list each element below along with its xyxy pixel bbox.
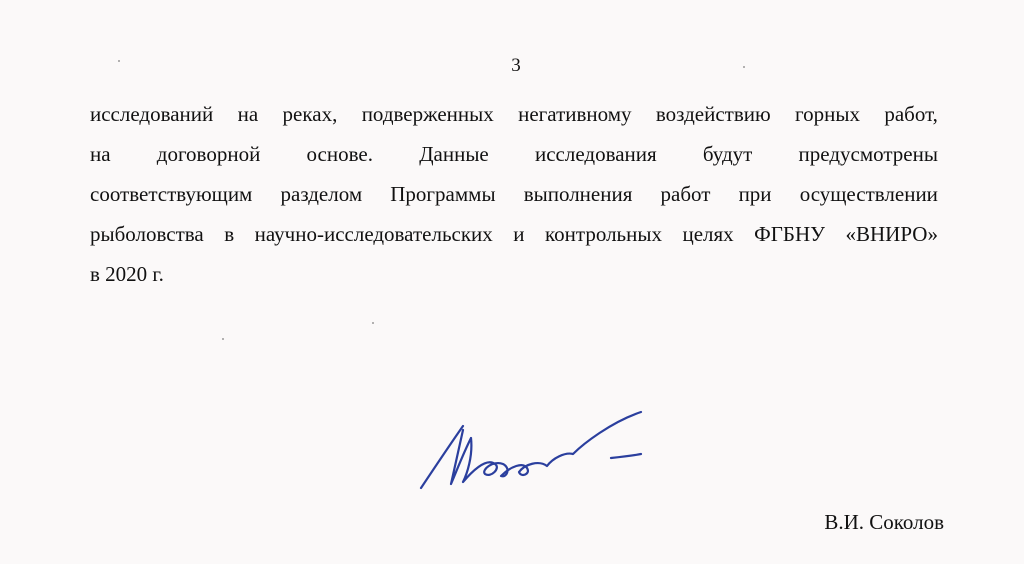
paragraph-word: научно-исследовательских	[254, 222, 493, 246]
body-paragraph	[90, 100, 938, 300]
paragraph-line	[90, 220, 938, 260]
paragraph-word: будут	[702, 142, 753, 166]
paragraph-word: и	[513, 222, 525, 246]
scan-speck	[743, 66, 745, 68]
scan-speck	[118, 60, 120, 62]
paragraph-word: предусмотрены	[798, 142, 938, 166]
paragraph-word: целях	[682, 222, 734, 246]
paragraph-word: работ	[660, 182, 711, 206]
paragraph-word: подверженных	[361, 102, 494, 126]
paragraph-word: негативному	[518, 102, 632, 126]
paragraph-word: «ВНИРО»	[845, 222, 938, 246]
scan-speck	[372, 322, 374, 324]
paragraph-word: Программы	[390, 182, 496, 206]
paragraph-word: соответствующим	[90, 182, 253, 206]
paragraph-line	[90, 260, 938, 300]
page-number: 3	[511, 55, 521, 76]
paragraph-word: выполнения	[523, 182, 633, 206]
paragraph-word: на	[90, 142, 111, 166]
paragraph-word: в	[224, 222, 235, 246]
paragraph-word: воздействию	[655, 102, 771, 126]
paragraph-word: реках,	[282, 102, 338, 126]
paragraph-word: в 2020 г.	[90, 262, 164, 286]
paragraph-word: Данные	[419, 142, 489, 166]
signature-image	[415, 408, 655, 498]
paragraph-word: исследований	[90, 102, 214, 126]
paragraph-word: горных	[795, 102, 860, 126]
paragraph-word: основе.	[306, 142, 373, 166]
paragraph-word: осуществлении	[799, 182, 938, 206]
paragraph-word: контрольных	[545, 222, 662, 246]
paragraph-line	[90, 180, 938, 220]
paragraph-word: договорной	[156, 142, 261, 166]
scan-speck	[222, 338, 224, 340]
paragraph-word: на	[237, 102, 259, 126]
paragraph-word: при	[738, 182, 772, 206]
paragraph-line	[90, 140, 938, 180]
signer-name: В.И. Соколов	[824, 510, 944, 534]
paragraph-word: исследования	[534, 142, 657, 166]
paragraph-word: разделом	[280, 182, 363, 206]
paragraph-word: ФГБНУ	[754, 222, 825, 246]
paragraph-line	[90, 100, 938, 140]
paragraph-word: рыболовства	[90, 222, 204, 246]
paragraph-word: работ,	[884, 102, 938, 126]
